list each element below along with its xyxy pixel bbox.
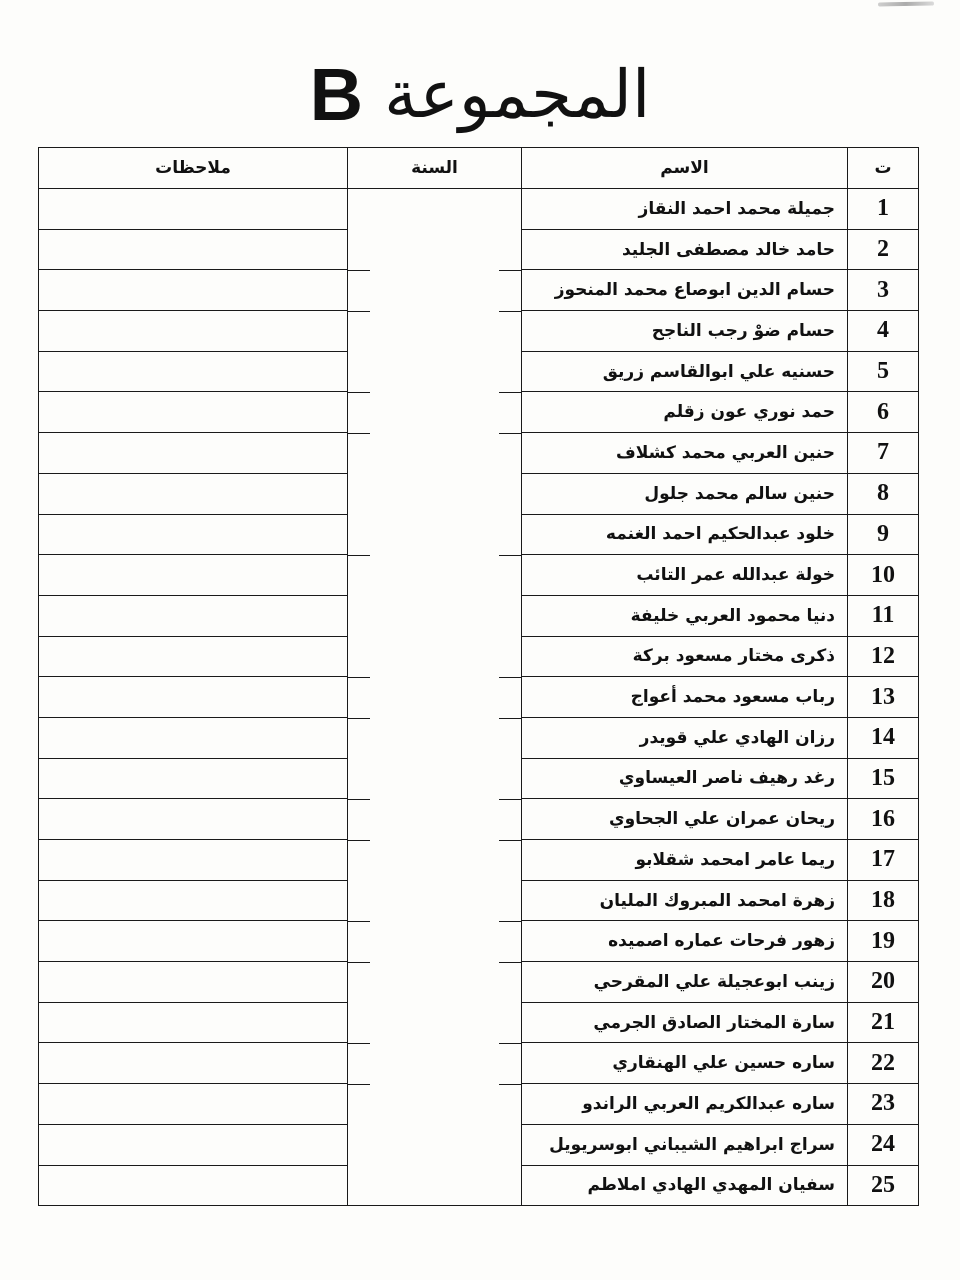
row-number: 14 xyxy=(848,717,919,758)
row-number: 20 xyxy=(848,962,919,1003)
table-row xyxy=(39,433,919,474)
row-number: 22 xyxy=(848,1043,919,1084)
notes-cell xyxy=(39,189,348,230)
student-name: حنين العربي محمد كشلاف xyxy=(522,433,848,474)
student-name: سراج ابراهيم الشيباني ابوسريويل xyxy=(522,1124,848,1165)
title-group-letter: B xyxy=(309,53,363,136)
student-name: حمد نوري عون زقلم xyxy=(522,392,848,433)
header-notes: ملاحظات xyxy=(39,148,348,189)
year-cell xyxy=(348,311,522,352)
notes-cell xyxy=(39,962,348,1003)
row-number: 4 xyxy=(848,311,919,352)
year-cell xyxy=(348,595,522,636)
notes-cell xyxy=(39,555,348,596)
notes-cell xyxy=(39,229,348,270)
notes-cell xyxy=(39,1084,348,1125)
row-number: 13 xyxy=(848,677,919,718)
notes-cell xyxy=(39,514,348,555)
row-number: 10 xyxy=(848,555,919,596)
year-cell xyxy=(348,717,522,758)
table-row xyxy=(39,799,919,840)
table-row xyxy=(39,1124,919,1165)
student-name: حسنيه علي ابوالقاسم زريق xyxy=(522,351,848,392)
notes-cell xyxy=(39,595,348,636)
year-cell xyxy=(348,840,522,881)
student-name: دنيا محمود العربي خليفة xyxy=(522,595,848,636)
row-number: 3 xyxy=(848,270,919,311)
student-name: زهور فرحات عماره اصميده xyxy=(522,921,848,962)
table-row xyxy=(39,1165,919,1206)
table-row xyxy=(39,880,919,921)
year-cell xyxy=(348,1002,522,1043)
table-row xyxy=(39,677,919,718)
table-row xyxy=(39,229,919,270)
student-name: حنين سالم محمد جلول xyxy=(522,473,848,514)
year-cell xyxy=(348,758,522,799)
row-number: 24 xyxy=(848,1124,919,1165)
year-cell xyxy=(348,433,522,474)
year-cell xyxy=(348,514,522,555)
row-number: 25 xyxy=(848,1165,919,1206)
year-cell xyxy=(348,270,522,311)
notes-cell xyxy=(39,270,348,311)
year-cell xyxy=(348,1084,522,1125)
notes-cell xyxy=(39,840,348,881)
notes-cell xyxy=(39,758,348,799)
row-number: 19 xyxy=(848,921,919,962)
year-cell xyxy=(348,392,522,433)
notes-cell xyxy=(39,636,348,677)
table-row xyxy=(39,555,919,596)
row-number: 9 xyxy=(848,514,919,555)
paper-mark xyxy=(878,2,934,7)
row-number: 17 xyxy=(848,840,919,881)
notes-cell xyxy=(39,1165,348,1206)
student-name: سفيان المهدي الهادي املاطم xyxy=(522,1165,848,1206)
student-name: ساره حسين علي الهنقاري xyxy=(522,1043,848,1084)
row-number: 16 xyxy=(848,799,919,840)
table-header-row xyxy=(39,148,919,189)
table-row xyxy=(39,514,919,555)
year-cell xyxy=(348,229,522,270)
year-cell xyxy=(348,1043,522,1084)
table-row xyxy=(39,189,919,230)
student-name: ريما عامر امحمد شقلابو xyxy=(522,840,848,881)
row-number: 11 xyxy=(848,595,919,636)
table-row xyxy=(39,473,919,514)
table-row xyxy=(39,717,919,758)
table-row xyxy=(39,392,919,433)
notes-cell xyxy=(39,921,348,962)
row-number: 6 xyxy=(848,392,919,433)
table-row xyxy=(39,840,919,881)
year-cell xyxy=(348,473,522,514)
table-row xyxy=(39,962,919,1003)
row-number: 2 xyxy=(848,229,919,270)
year-cell xyxy=(348,921,522,962)
notes-cell xyxy=(39,717,348,758)
notes-cell xyxy=(39,1124,348,1165)
student-name: جميلة محمد احمد النقاز xyxy=(522,189,848,230)
table-row xyxy=(39,921,919,962)
row-number: 18 xyxy=(848,880,919,921)
student-name: رزان الهادي علي قويدر xyxy=(522,717,848,758)
row-number: 5 xyxy=(848,351,919,392)
notes-cell xyxy=(39,1043,348,1084)
student-name: خلود عبدالحكيم احمد الغنمه xyxy=(522,514,848,555)
student-name: ريحان عمران علي الجحاوي xyxy=(522,799,848,840)
title-arabic: المجموعة xyxy=(384,56,651,133)
student-roster-table xyxy=(38,147,919,1206)
table-row xyxy=(39,351,919,392)
year-cell xyxy=(348,555,522,596)
table-row xyxy=(39,758,919,799)
student-name: ذكرى مختار مسعود بركة xyxy=(522,636,848,677)
notes-cell xyxy=(39,473,348,514)
notes-cell xyxy=(39,799,348,840)
notes-cell xyxy=(39,433,348,474)
year-cell xyxy=(348,1165,522,1206)
row-number: 8 xyxy=(848,473,919,514)
year-cell xyxy=(348,1124,522,1165)
table-row xyxy=(39,1043,919,1084)
student-name: رباب مسعود محمد أعواج xyxy=(522,677,848,718)
row-number: 12 xyxy=(848,636,919,677)
student-name: سارة المختار الصادق الجرمي xyxy=(522,1002,848,1043)
year-cell xyxy=(348,351,522,392)
row-number: 7 xyxy=(848,433,919,474)
year-cell xyxy=(348,677,522,718)
header-year: السنة xyxy=(348,148,522,189)
page-title xyxy=(0,50,960,140)
student-name: حامد خالد مصطفى الجليد xyxy=(522,229,848,270)
student-name: حسام ضوْ رجب الناجح xyxy=(522,311,848,352)
year-cell xyxy=(348,799,522,840)
row-number: 1 xyxy=(848,189,919,230)
year-cell xyxy=(348,962,522,1003)
header-number: ت xyxy=(848,148,919,189)
year-cell xyxy=(348,636,522,677)
notes-cell xyxy=(39,392,348,433)
year-cell xyxy=(348,880,522,921)
table-row xyxy=(39,595,919,636)
table-row xyxy=(39,636,919,677)
student-name: حسام الدين ابوصاع محمد المنحوز xyxy=(522,270,848,311)
row-number: 23 xyxy=(848,1084,919,1125)
student-name: زينب ابوعجيلة علي المقرحي xyxy=(522,962,848,1003)
notes-cell xyxy=(39,311,348,352)
roster-body xyxy=(39,189,919,1206)
table-row xyxy=(39,311,919,352)
table-row xyxy=(39,1002,919,1043)
student-name: ساره عبدالكريم العربي الراندو xyxy=(522,1084,848,1125)
row-number: 15 xyxy=(848,758,919,799)
year-cell xyxy=(348,189,522,230)
student-name: زهرة امحمد المبروك المليان xyxy=(522,880,848,921)
table-row xyxy=(39,1084,919,1125)
header-name: الاسم xyxy=(522,148,848,189)
student-name: خولة عبدالله عمر التائب xyxy=(522,555,848,596)
roster-sheet xyxy=(38,147,918,1243)
student-name: رغد رهيف ناصر العيساوي xyxy=(522,758,848,799)
notes-cell xyxy=(39,1002,348,1043)
table-row xyxy=(39,270,919,311)
notes-cell xyxy=(39,880,348,921)
row-number: 21 xyxy=(848,1002,919,1043)
notes-cell xyxy=(39,677,348,718)
notes-cell xyxy=(39,351,348,392)
